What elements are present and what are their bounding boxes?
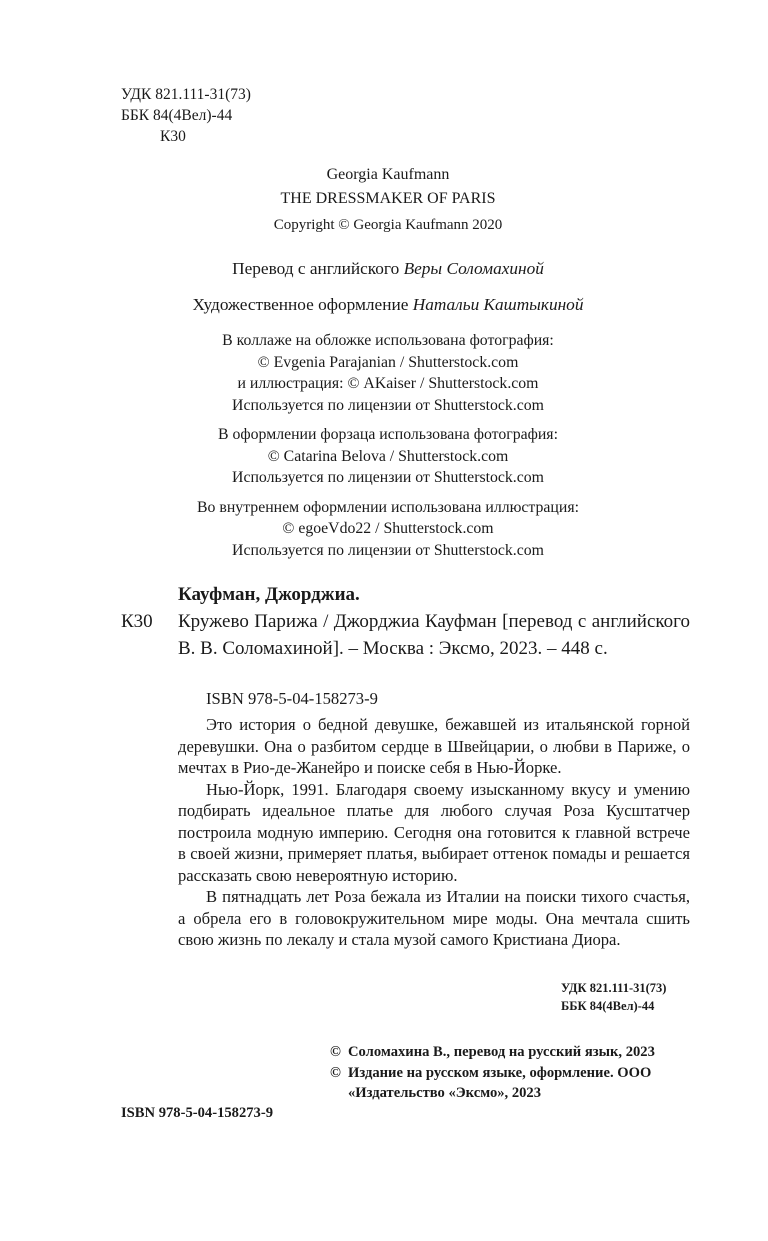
- bbk-code-footer: ББК 84(4Вел)-44: [561, 999, 655, 1013]
- original-author: Georgia Kaufmann: [326, 166, 450, 183]
- credit-line: и иллюстрация: © AKaiser / Shutterstock.com: [237, 375, 539, 392]
- credit-group-interior: [100, 497, 676, 562]
- udk-header: [121, 84, 251, 147]
- credit-line: © egoeVdo22 / Shutterstock.com: [282, 520, 494, 537]
- translation-credit: [100, 258, 676, 280]
- credit-line: Используется по лицензии от Shutterstock.com: [232, 469, 544, 486]
- designer-name: Натальи Каштыкиной: [412, 295, 584, 314]
- entry-code: К30: [121, 611, 153, 632]
- credit-group-cover: [100, 330, 676, 416]
- copyright-text: Издание на русском языке, оформление. ООО «Издательство «Эксмо», 2023: [348, 1064, 652, 1101]
- bbk-code: ББК 84(4Вел)-44: [121, 107, 233, 124]
- entry-author: Кауфман, Джорджиа.: [178, 584, 360, 605]
- original-edition: [100, 164, 676, 237]
- translation-prefix: Перевод с английского: [232, 259, 404, 278]
- copyright-notice: [330, 1063, 710, 1104]
- bibliographic-entry: [121, 582, 691, 982]
- udk-code: УДК 821.111-31(73): [121, 86, 251, 103]
- image-credits: [100, 330, 676, 569]
- credit-group-endpaper: [100, 424, 676, 489]
- credit-line: © Catarina Belova / Shutterstock.com: [267, 447, 509, 465]
- copyright-symbol: ©: [330, 1044, 341, 1060]
- isbn-footer: ISBN 978-5-04-158273-9: [121, 1105, 274, 1121]
- original-title: THE DRESSMAKER OF PARIS: [280, 189, 496, 207]
- udk-footer: [561, 979, 666, 1015]
- annotation-paragraph: Нью-Йорк, 1991. Благодаря своему изысканному вкусу и умению подбирать идеальное платье для любого случая Роза Кусштатчер построила модную империю. Сегодня она готовится к главной встрече в своей жизни, примеряет платья, выбирает оттенок помады и решается рассказать свою невероятную историю.: [178, 779, 690, 885]
- credit-line: Используется по лицензии от Shutterstock.com: [232, 396, 544, 414]
- copyright-notice: [330, 1042, 710, 1063]
- annotation: [178, 714, 690, 951]
- translator-name: Веры Соломахиной: [403, 259, 544, 278]
- credit-line: В оформлении форзаца использована фотография:: [218, 426, 558, 443]
- credit-line: © Evgenia Parajanian / Shutterstock.com: [257, 353, 519, 371]
- credit-line: В коллаже на обложке использована фотография:: [222, 332, 554, 349]
- author-mark: К30: [160, 128, 186, 145]
- copyright-text: Соломахина В., перевод на русский язык, 2023: [348, 1044, 655, 1060]
- entry-description: Кружево Парижа / Джорджиа Кауфман [перевод с английского В. В. Соломахиной]. – Москва : Эксмо, 2023. – 448 с.: [178, 611, 690, 659]
- design-credit: [100, 294, 676, 316]
- annotation-paragraph: Это история о бедной девушке, бежавшей из итальянской горной деревушки. Она о разбитом сердце в Швейцарии, о любви в Париже, о мечтах в Рио-де-Жанейро и поиске себя в Нью-Йорке.: [178, 715, 690, 777]
- design-prefix: Художественное оформление: [192, 295, 413, 314]
- entry-isbn: ISBN 978-5-04-158273-9: [206, 689, 378, 708]
- udk-code-footer: УДК 821.111-31(73): [561, 981, 667, 995]
- copyright-symbol: ©: [330, 1064, 341, 1081]
- original-copyright: Copyright © Georgia Kaufmann 2020: [273, 217, 503, 233]
- credit-line: Используется по лицензии от Shutterstock.com: [232, 541, 544, 559]
- credit-line: Во внутреннем оформлении использована иллюстрация:: [197, 498, 579, 516]
- annotation-paragraph: В пятнадцать лет Роза бежала из Италии на поиски тихого счастья, а обрела его в головокружительном мире моды. Она мечтала сшить свою жизнь по лекалу и стала музой самого Кристиана Диора.: [178, 887, 690, 949]
- copyright-notices: [330, 1042, 710, 1104]
